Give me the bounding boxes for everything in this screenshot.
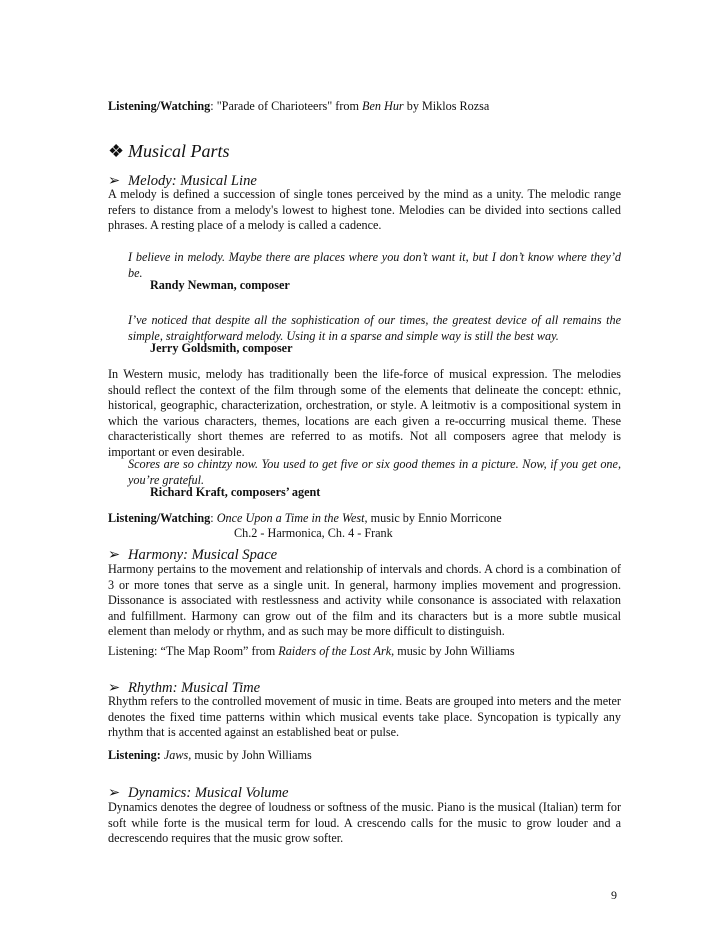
- listening-ben-hur: [108, 99, 621, 115]
- melody-paragraph-2: In Western music, melody has traditionally been the life-force of musical expression. The melodies should reflect the context of the film through some of the elements that delineate the concept: ethnic, historical, geographic, characterization, orchestration, or style. A leitmotiv is a compositional system in which the various characters, themes, locations are each given a re-occurring musical theme. These characteristically short themes are referred to as motifs. Not all composers agree that melody is important or even desirable.: [108, 367, 621, 459]
- dynamics-heading-text: Dynamics: Musical Volume: [128, 785, 289, 801]
- listening-composer: , music by John Williams: [391, 644, 515, 658]
- harmony-heading-text: Harmony: Musical Space: [128, 547, 278, 563]
- harmony-paragraph: Harmony pertains to the movement and relationship of intervals and chords. A chord is a combination of 3 or more tones that serve as a single unit. In general, harmony implies movement and progression. Dissonance is associated with restlessness and activity while consonance is associated with relaxation and fulfillment. Harmony can grow out of the film and its characters but is a more subtle musical element than melody or rhythm, and as such may be more difficult to distinguish.: [108, 562, 621, 638]
- attribution-randy-newman: Randy Newman, composer: [150, 278, 290, 292]
- separator: :: [210, 99, 217, 113]
- diamond-bullet-icon: ❖: [108, 141, 125, 161]
- film-title: Once Upon a Time in the West,: [216, 511, 368, 525]
- page-number: 9: [611, 888, 617, 902]
- listening-once-upon-a-time: [108, 511, 621, 527]
- listening-composer: music by John Williams: [191, 748, 312, 762]
- listening-chapters: Ch.2 - Harmonica, Ch. 4 - Frank: [234, 526, 393, 540]
- rhythm-heading-text: Rhythm: Musical Time: [128, 680, 261, 696]
- section-title: [108, 140, 621, 162]
- listening-text: Listening: “The Map Room” from: [108, 644, 279, 658]
- attribution-richard-kraft: Richard Kraft, composers’ agent: [150, 485, 321, 499]
- quote-richard-kraft: Scores are so chintzy now. You used to get five or six good themes in a picture. Now, if you get one, you’re grateful.: [128, 457, 621, 487]
- listening-jaws: [108, 748, 621, 764]
- listening-text: "Parade of Charioteers" from: [216, 99, 363, 113]
- arrow-bullet-icon: ➢: [108, 785, 121, 801]
- separator: :: [210, 511, 217, 525]
- quote-randy-newman: I believe in melody. Maybe there are places where you don’t want it, but I don’t know where they’d be.: [128, 250, 621, 280]
- listening-label: Listening/Watching: [108, 99, 211, 113]
- film-title: Ben Hur: [362, 99, 404, 113]
- listening-label: Listening:: [108, 748, 161, 762]
- dynamics-paragraph: Dynamics denotes the degree of loudness or softness of the music. Piano is the musical (Italian) term for soft while forte is the musical term for loud. A crescendo calls for the music to grow louder and a decrescendo requires that the music grow softer.: [108, 800, 621, 845]
- listening-label: Listening/Watching: [108, 511, 211, 525]
- arrow-bullet-icon: ➢: [108, 547, 121, 563]
- melody-paragraph-1: A melody is defined a succession of single tones perceived by the mind as a unity. The melodic range refers to distance from a melody's lowest to highest tone. Melodies can be divided into sections called phrases. A resting place of a melody is called a cadence.: [108, 187, 621, 232]
- film-title: Jaws,: [160, 748, 192, 762]
- arrow-bullet-icon: ➢: [108, 173, 121, 189]
- listening-composer: by Miklos Rozsa: [403, 99, 490, 113]
- rhythm-paragraph: Rhythm refers to the controlled movement of music in time. Beats are grouped into meters and the meter denotes the fixed time patterns within which musical events take place. Syncopation is typically any rhythm that is accented against an established beat or pulse.: [108, 694, 621, 739]
- film-title: Raiders of the Lost Ark: [278, 644, 392, 658]
- attribution-jerry-goldsmith: Jerry Goldsmith, composer: [150, 341, 293, 355]
- listening-raiders: [108, 644, 621, 660]
- melody-heading-text: Melody: Musical Line: [128, 173, 257, 189]
- quote-jerry-goldsmith: I’ve noticed that despite all the sophistication of our times, the greatest device of all remains the simple, straightforward melody. Using it in a sparse and simple way is still the best way.: [128, 313, 621, 343]
- section-title-text: Musical Parts: [128, 141, 230, 161]
- arrow-bullet-icon: ➢: [108, 680, 121, 696]
- listening-composer: music by Ennio Morricone: [367, 511, 502, 525]
